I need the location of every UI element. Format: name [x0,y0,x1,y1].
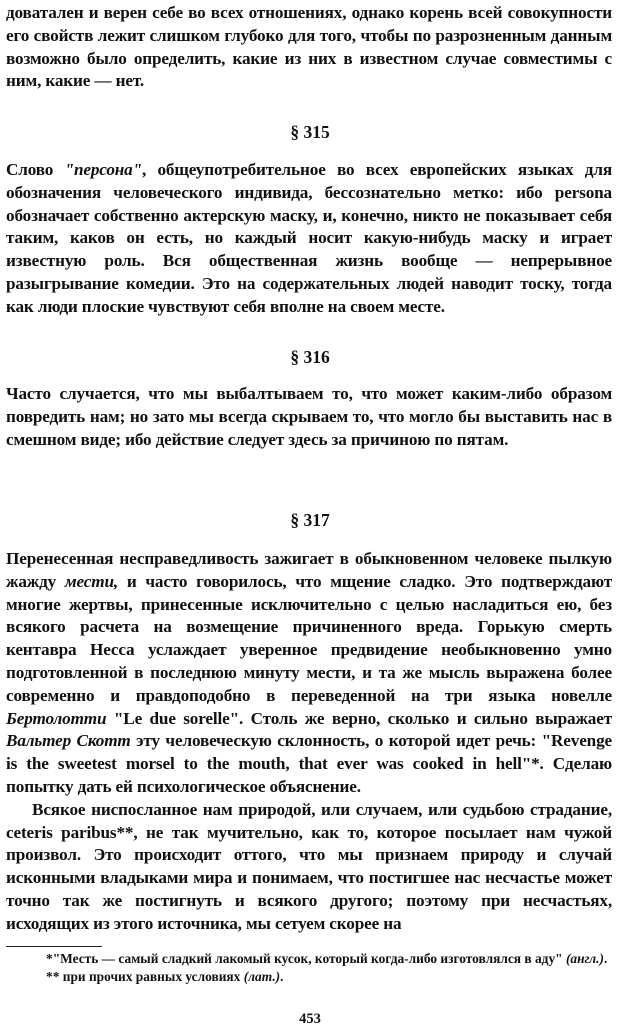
footnote-lang: (лат.) [243,969,281,984]
text-run: Слово [6,160,65,179]
footnote-lang: (англ.) [565,951,604,966]
italic-author: Бертолотти [6,708,107,728]
text-run: "Le due sorelle". Столь же верно, сколько и сильно выражает [106,708,612,728]
italic-word: мести, [64,571,119,591]
section-317-body [6,548,612,936]
italic-author: Вальтер Скотт [6,731,131,751]
section-316-body [6,383,612,451]
text-run: Перенесенная несправедливость зажигает в обыкновенном человеке пылкую жажду [6,549,612,591]
section-heading-315: § 315 [290,122,330,142]
italic-term: "персона" [64,160,143,179]
text-run: , общеупотребительное во всех европейских языках для обозначения человеческого индивида, бессознательно метко: ибо persona обозначает собственно актерскую маску, и, конечно, никто не показывает себя таким, каков он есть, но каждый носит какую-нибудь маску и играет известную роль. Вся общественная жизнь вообще — непрерывное разыгрывание комедии. Это на содержательных людей наводит тоску, тогда как люди плоские чувствуют себя вполне на своем месте. [6,160,612,316]
text-run: и часто говорилось, что мщение сладко. Это подтверждают многие жертвы, принесенные исключительно с целью насладиться ею, без всякого расчета на возмещение причиненного вреда. Горькую смерть кентавра Несса услаждает уверенное предвидение необыкновенно умно подготовленной в последнюю минуту мести, и та же мысль выражена более современно и правдоподобно в переведенной на три языка новелле [6,571,612,705]
section-315-body [6,159,612,319]
page-number: 453 [299,1011,321,1027]
footnote-text: *"Месть — самый сладкий лакомый кусок, который когда-либо изготовлялся в аду" [46,951,566,966]
paragraph: Всякое ниспосланное нам природой, или случаем, или судьбою страдание, ceteris paribus**, не так мучительно, как то, которое посылает нам чужой произвол. Это происходит оттого, что мы признаем природу и случай исконными владыками мира и понимаем, что постигшее нас несчастье может точно так же постигнуть и всякого другого; поэтому при несчастьях, исходящих из этого источника, мы сетуем скорее на [6,799,612,933]
footnote-2 [6,968,612,986]
footnote-1 [6,950,612,968]
section-heading-317: § 317 [290,510,330,530]
footnote-end: . [280,969,284,984]
footnotes [6,950,612,986]
opening-paragraph [6,2,612,93]
paragraph [6,548,612,799]
footnote-divider [6,946,102,947]
paragraph [6,159,612,319]
text-run: эту человеческую склонность, о которой идет речь: "Revenge is the sweetest morsel to the mouth, that ever was cooked in hell"*. Сделаю попытку дать ей психологическое объяснение. [6,731,613,796]
paragraph-text: доватален и верен себе во всех отношениях, однако корень всей совокупности его свойств лежит слишком глубоко для того, чтобы по разрозненным данным возможно было определить, какие из них в известном случае совместимы с ним, какие — нет. [6,3,612,91]
section-heading-316: § 316 [290,347,330,367]
paragraph: Часто случается, что мы выбалтываем то, что может каким-либо образом повредить нам; но зато мы всегда скрываем то, что могло бы выставить нас в смешном виде; ибо действие следует здесь за причиною по пятам. [6,384,612,449]
footnote-end: . [603,951,608,966]
footnote-text: ** при прочих равных условиях [46,969,244,984]
